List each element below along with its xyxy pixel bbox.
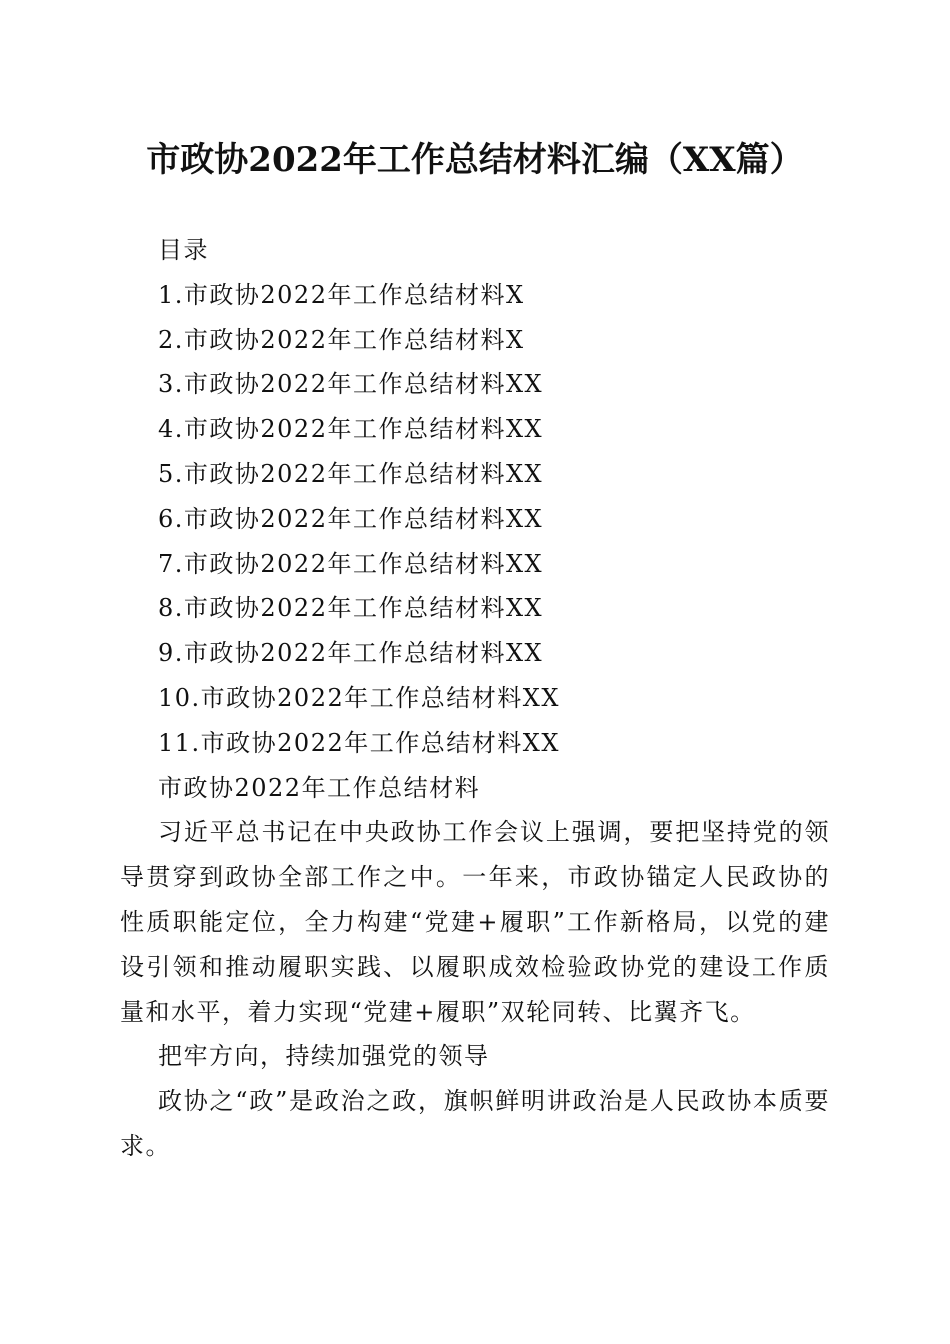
document-title: 市政协2022年工作总结材料汇编（XX篇） [146, 140, 804, 180]
document-body [120, 228, 830, 1169]
toc-item: 4.市政协2022年工作总结材料XX [158, 415, 544, 444]
toc-item: 8.市政协2022年工作总结材料XX [158, 594, 544, 623]
toc-item: 6.市政协2022年工作总结材料XX [158, 504, 544, 533]
toc-item: 11.市政协2022年工作总结材料XX [158, 728, 560, 757]
body-paragraph: 政协之“政”是政治之政，旗帜鲜明讲政治是人民政协本质要求。 [120, 1087, 830, 1160]
body-paragraph: 习近平总书记在中央政协工作会议上强调，要把坚持党的领导贯穿到政协全部工作之中。一年来，市政协锚定人民政协的性质职能定位，全力构建“党建+履职”工作新格局，以党的建设引领和推动履职实践、以履职成效检验政协党的建设工作质量和水平，着力实现“党建+履职”双轮同转、比翼齐飞。 [120, 818, 830, 1026]
section-title: 市政协2022年工作总结材料 [158, 773, 481, 802]
toc-item: 5.市政协2022年工作总结材料XX [158, 459, 544, 488]
toc-item: 1.市政协2022年工作总结材料X [158, 280, 525, 309]
toc-item: 2.市政协2022年工作总结材料X [158, 325, 525, 354]
toc-item: 9.市政协2022年工作总结材料XX [158, 639, 544, 668]
subheading: 把牢方向，持续加强党的领导 [158, 1042, 490, 1071]
toc-item: 10.市政协2022年工作总结材料XX [158, 683, 560, 712]
toc-item: 7.市政协2022年工作总结材料XX [158, 549, 544, 578]
toc-item: 3.市政协2022年工作总结材料XX [158, 370, 544, 399]
toc-heading: 目录 [158, 236, 209, 264]
